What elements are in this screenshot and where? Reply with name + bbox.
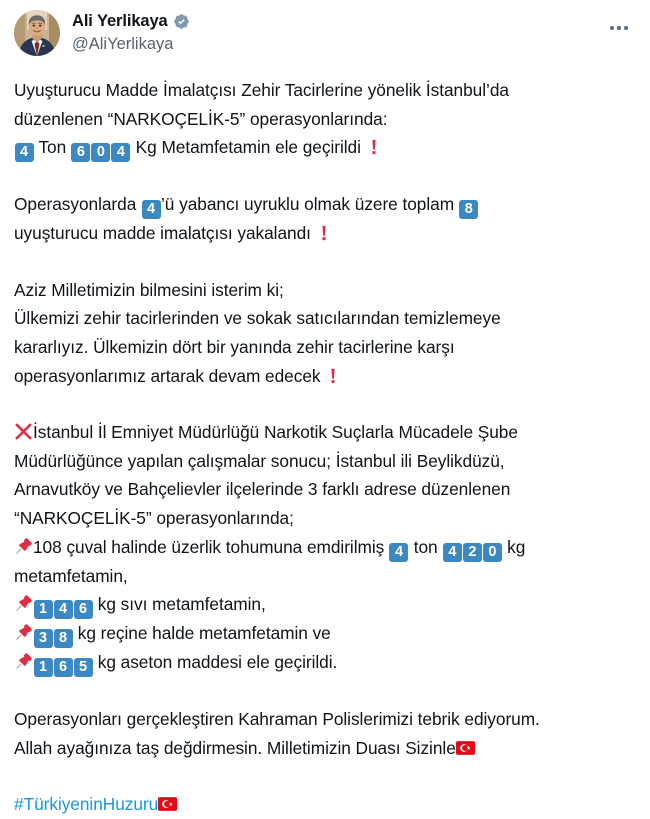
keycap-6-icon: 6 xyxy=(71,143,90,162)
verified-badge-icon xyxy=(173,13,190,30)
bullet1-text-after: kg xyxy=(502,536,526,557)
keycap-5-icon: 5 xyxy=(74,658,93,677)
keycap-8-icon: 8 xyxy=(459,200,478,219)
list-item xyxy=(14,590,636,619)
keycap-1-icon: 1 xyxy=(34,658,53,677)
bullet1-text-before: 108 çuval halinde üzerlik tohumuna emdirilmiş xyxy=(33,536,389,557)
hashtag-link[interactable]: #TürkiyeninHuzuru xyxy=(14,794,159,815)
turkey-flag-icon xyxy=(456,741,475,755)
pushpin-icon xyxy=(14,537,33,556)
bullet3-text-after: kg reçine halde metamfetamin ve xyxy=(73,623,331,644)
p4-line3: Arnavutköy ve Bahçelievler ilçelerinde 3 farklı adrese düzenlenen xyxy=(14,479,511,500)
paragraph-5 xyxy=(14,705,636,762)
pushpin-icon xyxy=(14,594,33,613)
more-options-button[interactable] xyxy=(604,18,634,38)
keycap-2-icon: 2 xyxy=(463,543,482,562)
p2-seg3: uyuşturucu madde imalatçısı yakalandı xyxy=(14,223,316,244)
keycap-6-icon: 6 xyxy=(74,600,93,619)
exclamation-mark-icon xyxy=(316,223,332,243)
avatar-photo xyxy=(14,10,60,56)
author-handle[interactable]: @AliYerlikaya xyxy=(72,35,174,53)
p3-line3: kararlıyız. Ülkemizin dört bir yanında zehir tacirlerine karşı xyxy=(14,336,455,357)
keycap-3-icon: 3 xyxy=(34,629,53,648)
bullet1-wrap: metamfetamin, xyxy=(14,565,128,586)
keycap-4-icon: 4 xyxy=(142,200,161,219)
more-dot-icon xyxy=(610,26,614,30)
pushpin-icon xyxy=(14,652,33,671)
turkey-flag-icon xyxy=(158,797,177,811)
keycap-4-icon: 4 xyxy=(443,543,462,562)
paragraph-2 xyxy=(14,190,636,248)
p1-line2: düzenlenen “NARKOÇELİK-5” operasyonlarında: xyxy=(14,108,388,129)
keycap-8-icon: 8 xyxy=(54,629,73,648)
keycap-6-icon: 6 xyxy=(54,658,73,677)
p2-seg1: Operasyonlarda xyxy=(14,194,142,215)
author-names xyxy=(72,10,190,55)
paragraph-1 xyxy=(14,76,636,162)
bullet4-text-after: kg aseton maddesi ele geçirildi. xyxy=(93,652,338,673)
p1-word1: Ton xyxy=(34,137,71,158)
p1-word2: Kg Metamfetamin ele geçirildi xyxy=(130,137,366,158)
p4-line2: Müdürlüğünce yapılan çalışmalar sonucu; İstanbul ili Beylikdüzü, xyxy=(14,450,505,471)
spacer xyxy=(14,677,636,705)
exclamation-mark-icon xyxy=(325,366,341,386)
keycap-0-icon: 0 xyxy=(91,143,110,162)
tweet-header xyxy=(14,10,636,62)
bullet2-text-after: kg sıvı metamfetamin, xyxy=(93,594,266,615)
p5-line2: Allah ayağınıza taş değdirmesin. Milletimizin Duası Sizinle xyxy=(14,737,456,758)
p2-seg2: ’ü yabancı uyruklu olmak üzere toplam xyxy=(161,194,459,215)
paragraph-3 xyxy=(14,276,636,390)
keycap-4-icon: 4 xyxy=(54,600,73,619)
spacer xyxy=(14,162,636,190)
list-item xyxy=(14,648,636,677)
list-item xyxy=(14,619,636,648)
keycap-0-icon: 0 xyxy=(483,543,502,562)
exclamation-mark-icon xyxy=(366,137,382,157)
cross-mark-icon xyxy=(14,422,33,441)
keycap-4-icon: 4 xyxy=(389,543,408,562)
more-dot-icon xyxy=(617,26,621,30)
list-item xyxy=(14,533,636,591)
avatar[interactable] xyxy=(14,10,60,56)
paragraph-4 xyxy=(14,418,636,532)
p4-line4: “NARKOÇELİK-5” operasyonlarında; xyxy=(14,507,294,528)
hashtag-line xyxy=(14,790,636,819)
bullet1-mid: ton xyxy=(408,536,443,557)
more-dot-icon xyxy=(624,26,628,30)
keycap-1-icon: 1 xyxy=(34,600,53,619)
spacer xyxy=(14,390,636,418)
keycap-4-icon: 4 xyxy=(111,143,130,162)
p1-line1: Uyuşturucu Madde İmalatçısı Zehir Tacirlerine yönelik İstanbul’da xyxy=(14,80,509,100)
p3-line2: Ülkemizi zehir tacirlerinden ve sokak satıcılarından temizlemeye xyxy=(14,308,501,329)
keycap-4-icon: 4 xyxy=(15,143,34,162)
p5-line1: Operasyonları gerçekleştiren Kahraman Polislerimizi tebrik ediyorum. xyxy=(14,709,540,730)
p4-line1: İstanbul İl Emniyet Müdürlüğü Narkotik Suçlarla Mücadele Şube xyxy=(33,422,518,443)
pushpin-icon xyxy=(14,623,33,642)
spacer xyxy=(14,762,636,790)
display-name-row xyxy=(72,11,190,32)
tweet-body xyxy=(14,76,636,819)
display-name[interactable]: Ali Yerlikaya xyxy=(72,12,168,30)
p3-line1: Aziz Milletimizin bilmesini isterim ki; xyxy=(14,279,284,300)
p3-line4: operasyonlarımız artarak devam edecek xyxy=(14,365,326,386)
spacer xyxy=(14,248,636,276)
